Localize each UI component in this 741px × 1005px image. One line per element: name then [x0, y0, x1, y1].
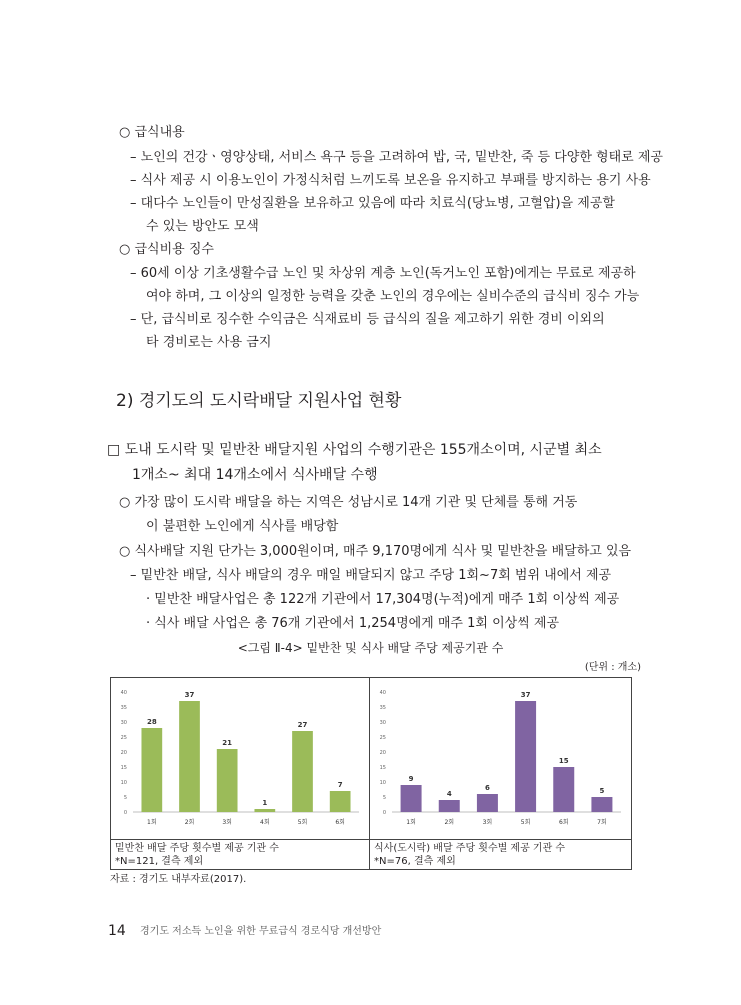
y-tick-label: 20 — [120, 750, 127, 756]
right-bar-chart — [370, 678, 631, 839]
left-chart-panel — [110, 677, 370, 840]
x-tick-label: 5회 — [520, 819, 531, 826]
data-label: 1 — [262, 799, 268, 807]
x-tick-label: 1회 — [147, 819, 157, 826]
y-tick-label: 5 — [382, 795, 386, 801]
y-tick-label: 25 — [120, 735, 127, 741]
data-label: 9 — [408, 775, 414, 783]
data-label: 21 — [222, 739, 233, 747]
bar — [515, 701, 536, 812]
heading-meal-content: ○ 급식내용 — [119, 125, 185, 140]
list-item: · 밑반찬 배달사업은 총 122개 기관에서 17,304명(누적)에게 매주 1회 이상씩 제공 — [146, 592, 620, 607]
data-label: 28 — [146, 718, 157, 726]
y-tick-label: 35 — [379, 705, 386, 711]
list-item: – 대다수 노인들이 만성질환을 보유하고 있음에 따라 치료식(당뇨병, 고혈압)을 제공할 — [130, 196, 615, 211]
bar — [591, 797, 612, 812]
bar — [292, 731, 313, 812]
bar — [439, 800, 460, 812]
figure-caption: <그림 Ⅱ-4> 밑반찬 및 식사 배달 주당 제공기관 수 — [237, 641, 504, 655]
bar — [401, 785, 422, 812]
y-tick-label: 40 — [379, 690, 386, 696]
right-chart-note: *N=76, 결측 제외 — [374, 856, 456, 867]
list-item-continued: 여야 하며, 그 이상의 일정한 능력을 갖춘 노인의 경우에는 실비수준의 급식비 징수 가능 — [146, 289, 640, 304]
left-chart-note: *N=121, 결측 제외 — [115, 856, 204, 867]
running-title: 경기도 저소득 노인을 위한 무료급식 경로식당 개선방안 — [140, 926, 382, 937]
x-tick-label: 1회 — [406, 819, 416, 826]
x-tick-label: 7회 — [597, 819, 607, 826]
bar — [217, 749, 238, 812]
data-label: 5 — [599, 787, 605, 795]
paragraph-continued: 1개소~ 최대 14개소에서 식사배달 수행 — [132, 467, 378, 483]
bar — [477, 794, 498, 812]
x-tick-label: 5회 — [297, 819, 308, 826]
x-tick-label: 2회 — [184, 819, 195, 826]
bar — [141, 728, 162, 812]
y-tick-label: 15 — [120, 765, 127, 771]
list-item: ○ 식사배달 지원 단가는 3,000원이며, 매주 9,170명에게 식사 및 밑반찬을 배달하고 있음 — [119, 544, 632, 559]
list-item-continued: 타 경비로는 사용 금지 — [146, 335, 272, 350]
right-chart-caption — [369, 840, 632, 870]
x-tick-label: 6회 — [335, 819, 345, 826]
y-tick-label: 25 — [379, 735, 386, 741]
left-chart-title: 밑반찬 배달 주당 횟수별 제공 기관 수 — [115, 843, 279, 854]
y-tick-label: 35 — [120, 705, 127, 711]
data-label: 37 — [520, 691, 531, 699]
data-label: 7 — [337, 781, 343, 789]
paragraph: □ 도내 도시락 및 밑반찬 배달지원 사업의 수행기관은 155개소이며, 시군별 최소 — [107, 442, 602, 458]
data-label: 15 — [558, 757, 569, 765]
data-label: 6 — [484, 784, 490, 792]
unit-label: (단위 : 개소) — [584, 662, 641, 673]
bar — [553, 767, 574, 812]
list-item: – 밑반찬 배달, 식사 배달의 경우 매일 배달되지 않고 주당 1회~7회 범위 내에서 제공 — [130, 568, 612, 583]
x-tick-label: 4회 — [260, 819, 270, 826]
heading-meal-fee: ○ 급식비용 징수 — [119, 242, 214, 257]
right-chart-title: 식사(도시락) 배달 주당 횟수별 제공 기관 수 — [374, 843, 566, 854]
data-label: 37 — [184, 691, 195, 699]
x-tick-label: 6회 — [558, 819, 569, 826]
data-label: 4 — [446, 790, 452, 798]
y-tick-label: 15 — [379, 765, 386, 771]
y-tick-label: 0 — [123, 810, 127, 816]
y-tick-label: 30 — [379, 720, 386, 726]
data-label: 27 — [297, 721, 308, 729]
y-tick-label: 10 — [379, 780, 386, 786]
list-item: ○ 가장 많이 도시락 배달을 하는 지역은 성남시로 14개 기관 및 단체를 통해 거동 — [119, 495, 578, 510]
x-tick-label: 2회 — [444, 819, 455, 826]
bar — [179, 701, 200, 812]
y-tick-label: 30 — [120, 720, 127, 726]
source-note: 자료 : 경기도 내부자료(2017). — [110, 874, 247, 885]
list-item: – 노인의 건강ㆍ영양상태, 서비스 욕구 등을 고려하여 밥, 국, 밑반찬, 죽 등 다양한 형태로 제공 — [130, 150, 663, 165]
x-tick-label: 3회 — [222, 819, 232, 826]
list-item: – 식사 제공 시 이용노인이 가정식처럼 느끼도록 보온을 유지하고 부패를 방지하는 용기 사용 — [130, 173, 651, 188]
page-number: 14 — [108, 923, 126, 939]
list-item-continued: 이 불편한 노인에게 식사를 배당함 — [146, 519, 339, 534]
left-chart-caption — [110, 840, 370, 870]
x-tick-label: 3회 — [482, 819, 493, 826]
y-tick-label: 40 — [120, 690, 127, 696]
y-tick-label: 0 — [382, 810, 386, 816]
right-chart-panel — [369, 677, 632, 840]
list-item: – 60세 이상 기초생활수급 노인 및 차상위 계층 노인(독거노인 포함)에게는 무료로 제공하 — [130, 266, 636, 281]
list-item: – 단, 급식비로 징수한 수익금은 식재료비 등 급식의 질을 제고하기 위한 경비 이외의 — [130, 312, 605, 327]
y-tick-label: 5 — [123, 795, 127, 801]
y-tick-label: 10 — [120, 780, 127, 786]
bar — [330, 791, 351, 812]
bar — [254, 809, 275, 812]
section-title: 2) 경기도의 도시락배달 지원사업 현황 — [116, 391, 402, 411]
list-item-continued: 수 있는 방안도 모색 — [146, 219, 259, 234]
list-item: · 식사 배달 사업은 총 76개 기관에서 1,254명에게 매주 1회 이상씩 제공 — [146, 616, 560, 631]
y-tick-label: 20 — [379, 750, 386, 756]
left-bar-chart — [111, 678, 369, 839]
